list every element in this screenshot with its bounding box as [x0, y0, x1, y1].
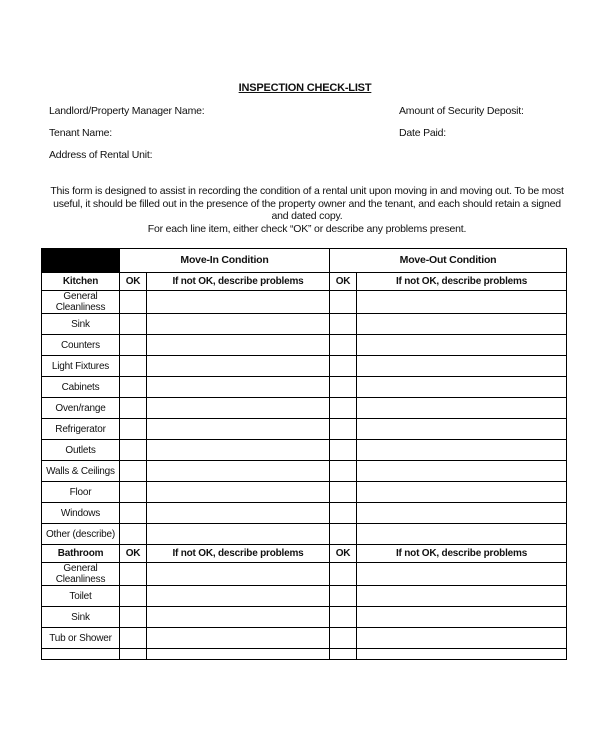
- section-name: Bathroom: [42, 545, 120, 563]
- move-out-ok-header: OK: [330, 545, 357, 563]
- section-name: Kitchen: [42, 273, 120, 291]
- move-in-ok-cell[interactable]: [120, 314, 147, 335]
- item-name: Floor: [42, 482, 120, 503]
- move-out-ok-cell[interactable]: [330, 461, 357, 482]
- move-out-describe-cell[interactable]: [357, 524, 567, 545]
- move-in-describe-cell[interactable]: [147, 503, 330, 524]
- table-row: [42, 628, 567, 649]
- move-out-describe-cell[interactable]: [357, 398, 567, 419]
- move-out-describe-cell[interactable]: [357, 314, 567, 335]
- item-name: Tub or Shower: [42, 628, 120, 649]
- move-in-ok-cell[interactable]: [120, 524, 147, 545]
- move-out-describe-header: If not OK, describe problems: [357, 273, 567, 291]
- table-row-continuation: [42, 649, 567, 660]
- item-name: Other (describe): [42, 524, 120, 545]
- table-row: [42, 563, 567, 586]
- item-name: Light Fixtures: [42, 356, 120, 377]
- move-out-ok-cell[interactable]: [330, 291, 357, 314]
- item-name: General Cleanliness: [42, 291, 120, 314]
- table-row: [42, 607, 567, 628]
- move-out-ok-cell[interactable]: [330, 440, 357, 461]
- move-in-describe-cell[interactable]: [147, 419, 330, 440]
- move-out-ok-cell[interactable]: [330, 524, 357, 545]
- continuation-cell: [120, 649, 147, 660]
- tenant-name-label: Tenant Name:: [49, 127, 112, 139]
- table-row: [42, 419, 567, 440]
- table-row: [42, 440, 567, 461]
- move-in-ok-header: OK: [120, 273, 147, 291]
- move-in-describe-header: If not OK, describe problems: [147, 273, 330, 291]
- date-paid-label: Date Paid:: [399, 127, 447, 139]
- move-in-ok-cell[interactable]: [120, 461, 147, 482]
- move-in-describe-cell[interactable]: [147, 461, 330, 482]
- move-in-describe-cell[interactable]: [147, 377, 330, 398]
- table-row: [42, 461, 567, 482]
- item-name: Sink: [42, 607, 120, 628]
- move-out-ok-cell[interactable]: [330, 586, 357, 607]
- move-out-ok-cell[interactable]: [330, 356, 357, 377]
- move-out-ok-cell[interactable]: [330, 607, 357, 628]
- security-deposit-label: Amount of Security Deposit:: [399, 105, 524, 117]
- table-row: [42, 503, 567, 524]
- move-in-describe-cell[interactable]: [147, 398, 330, 419]
- move-out-describe-cell[interactable]: [357, 356, 567, 377]
- table-row: [42, 314, 567, 335]
- table-row: [42, 398, 567, 419]
- move-out-describe-cell[interactable]: [357, 419, 567, 440]
- move-in-ok-cell[interactable]: [120, 419, 147, 440]
- continuation-cell: [147, 649, 330, 660]
- move-out-describe-cell[interactable]: [357, 440, 567, 461]
- item-name: Toilet: [42, 586, 120, 607]
- move-out-ok-cell[interactable]: [330, 398, 357, 419]
- move-out-ok-cell[interactable]: [330, 628, 357, 649]
- move-in-ok-cell[interactable]: [120, 335, 147, 356]
- inspection-table: [41, 248, 567, 660]
- move-out-describe-cell[interactable]: [357, 461, 567, 482]
- move-out-ok-cell[interactable]: [330, 482, 357, 503]
- continuation-cell: [330, 649, 357, 660]
- move-in-ok-cell[interactable]: [120, 563, 147, 586]
- move-out-describe-cell[interactable]: [357, 291, 567, 314]
- move-out-ok-cell[interactable]: [330, 335, 357, 356]
- move-out-describe-cell[interactable]: [357, 503, 567, 524]
- intro-text: [48, 185, 566, 235]
- move-in-ok-cell[interactable]: [120, 398, 147, 419]
- move-in-ok-cell[interactable]: [120, 482, 147, 503]
- page-title: INSPECTION CHECK-LIST: [238, 82, 372, 94]
- item-name: Walls & Ceilings: [42, 461, 120, 482]
- move-out-describe-cell[interactable]: [357, 482, 567, 503]
- continuation-cell: [42, 649, 120, 660]
- move-in-describe-cell[interactable]: [147, 482, 330, 503]
- move-in-describe-header: If not OK, describe problems: [147, 545, 330, 563]
- move-out-ok-cell[interactable]: [330, 377, 357, 398]
- move-in-ok-cell[interactable]: [120, 607, 147, 628]
- move-in-describe-cell[interactable]: [147, 335, 330, 356]
- move-out-ok-cell[interactable]: [330, 563, 357, 586]
- move-out-describe-header: If not OK, describe problems: [357, 545, 567, 563]
- item-name: Counters: [42, 335, 120, 356]
- move-in-ok-cell[interactable]: [120, 586, 147, 607]
- move-in-ok-cell[interactable]: [120, 356, 147, 377]
- move-out-ok-header: OK: [330, 273, 357, 291]
- move-in-ok-header: OK: [120, 545, 147, 563]
- move-out-describe-cell[interactable]: [357, 586, 567, 607]
- item-name: Refrigerator: [42, 419, 120, 440]
- move-in-ok-cell[interactable]: [120, 291, 147, 314]
- continuation-cell: [357, 649, 567, 660]
- move-in-describe-cell[interactable]: [147, 586, 330, 607]
- item-name: Cabinets: [42, 377, 120, 398]
- table-row: [42, 291, 567, 314]
- landlord-name-label: Landlord/Property Manager Name:: [49, 105, 205, 117]
- move-in-describe-cell[interactable]: [147, 607, 330, 628]
- section-header-row: [42, 545, 567, 563]
- intro-paragraph: This form is designed to assist in recording the condition of a rental unit upon moving in and moving out. To be most useful, it should be filled out in the presence of the property owner and the tenant, and each should retain a signed and dated copy.: [50, 185, 564, 223]
- move-in-describe-cell[interactable]: [147, 314, 330, 335]
- move-out-ok-cell[interactable]: [330, 419, 357, 440]
- move-in-describe-cell[interactable]: [147, 440, 330, 461]
- table-row: [42, 524, 567, 545]
- item-name: Outlets: [42, 440, 120, 461]
- move-out-ok-cell[interactable]: [330, 314, 357, 335]
- move-in-ok-cell[interactable]: [120, 440, 147, 461]
- section-header-row: [42, 273, 567, 291]
- move-in-describe-cell[interactable]: [147, 563, 330, 586]
- move-in-describe-cell[interactable]: [147, 628, 330, 649]
- move-in-ok-cell[interactable]: [120, 628, 147, 649]
- table-row: [42, 586, 567, 607]
- table-row: [42, 377, 567, 398]
- item-name: General Cleanliness: [42, 563, 120, 586]
- header-black-cell: [42, 249, 120, 273]
- move-in-header: Move-In Condition: [120, 249, 330, 273]
- move-out-describe-cell[interactable]: [357, 377, 567, 398]
- item-name: Windows: [42, 503, 120, 524]
- intro-instruction: For each line item, either check “OK” or describe any problems present.: [147, 222, 467, 235]
- move-in-describe-cell[interactable]: [147, 356, 330, 377]
- move-out-describe-cell[interactable]: [357, 335, 567, 356]
- move-in-describe-cell[interactable]: [147, 524, 330, 545]
- move-out-describe-cell[interactable]: [357, 628, 567, 649]
- move-out-ok-cell[interactable]: [330, 503, 357, 524]
- move-in-describe-cell[interactable]: [147, 291, 330, 314]
- table-row: [42, 335, 567, 356]
- move-in-ok-cell[interactable]: [120, 377, 147, 398]
- move-out-describe-cell[interactable]: [357, 563, 567, 586]
- rental-address-label: Address of Rental Unit:: [49, 149, 153, 161]
- move-out-header: Move-Out Condition: [330, 249, 567, 273]
- move-out-describe-cell[interactable]: [357, 607, 567, 628]
- table-row: [42, 482, 567, 503]
- item-name: Oven/range: [42, 398, 120, 419]
- table-row: [42, 356, 567, 377]
- item-name: Sink: [42, 314, 120, 335]
- move-in-ok-cell[interactable]: [120, 503, 147, 524]
